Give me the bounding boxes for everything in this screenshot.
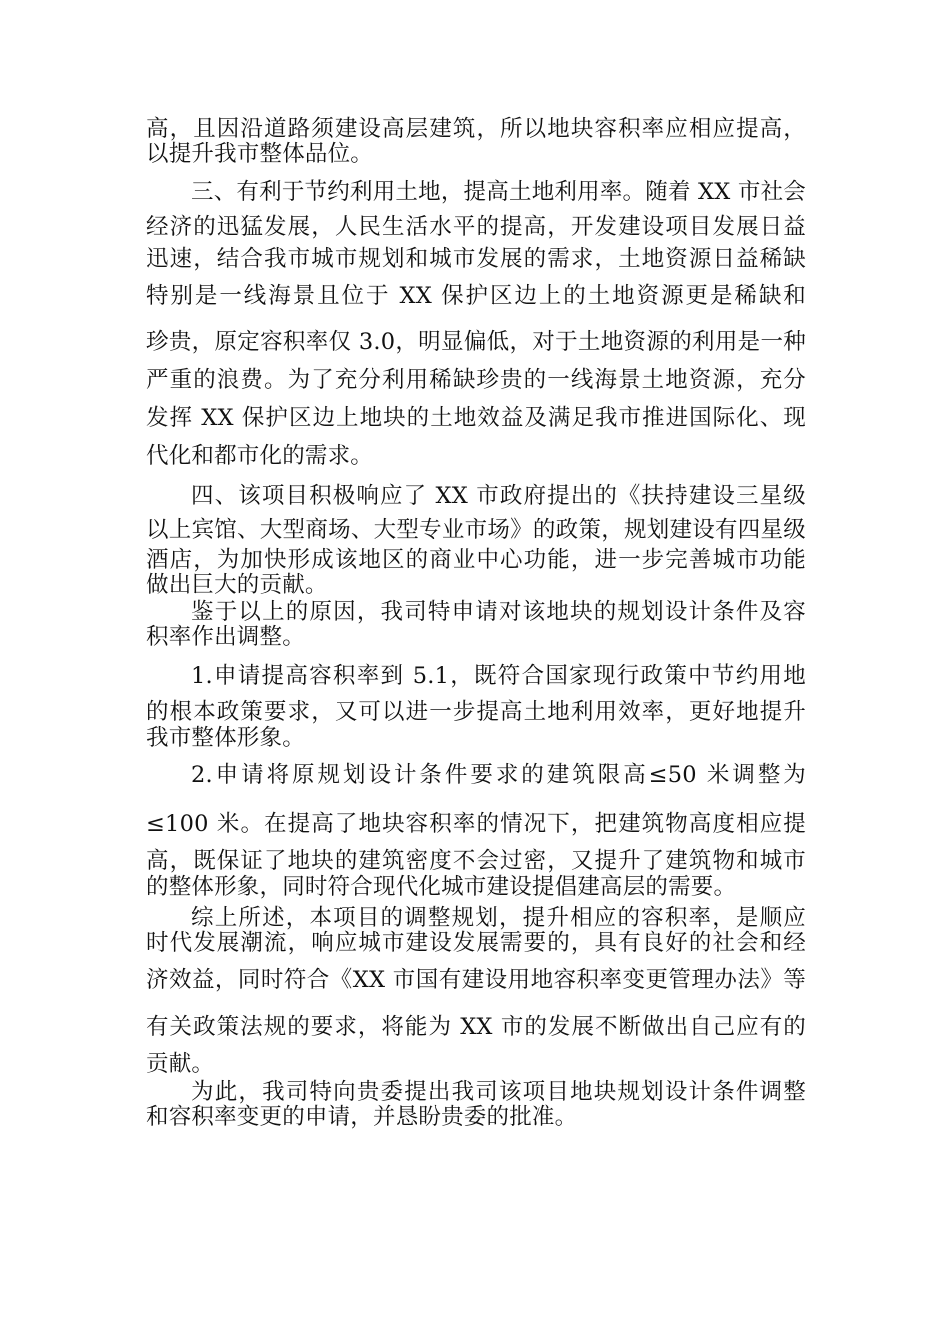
text-line: 有关政策法规的要求，将能为 XX 市的发展不断做出自己应有的	[146, 1014, 806, 1040]
text-line: 的整体形象，同时符合现代化城市建设提倡建高层的需要。	[146, 874, 737, 900]
text-line: 严重的浪费。为了充分利用稀缺珍贵的一线海景土地资源，充分	[146, 367, 806, 393]
text-line: 为此，我司特向贵委提出我司该项目地块规划设计条件调整	[191, 1079, 806, 1105]
text-line: 三、有利于节约利用土地，提高土地利用率。随着 XX 市社会	[191, 179, 806, 205]
text-line: 发挥 XX 保护区边上地块的土地效益及满足我市推进国际化、现	[146, 405, 806, 431]
text-line: 的根本政策要求，又可以进一步提高土地利用效率，更好地提升	[146, 699, 806, 725]
text-line: 2.申请将原规划设计条件要求的建筑限高≤50 米调整为	[191, 762, 806, 788]
text-line: 鉴于以上的原因，我司特申请对该地块的规划设计条件及容	[191, 599, 806, 625]
text-line: 我市整体形象。	[146, 725, 305, 751]
text-line: 四、该项目积极响应了 XX 市政府提出的《扶持建设三星级	[191, 483, 806, 509]
text-line: 珍贵，原定容积率仅 3.0，明显偏低，对于土地资源的利用是一种	[146, 329, 806, 355]
text-line: 迅速，结合我市城市规划和城市发展的需求，土地资源日益稀缺	[146, 246, 806, 272]
text-line: 代化和都市化的需求。	[146, 443, 374, 469]
text-line: 高，且因沿道路须建设高层建筑，所以地块容积率应相应提高，	[146, 116, 806, 142]
text-line: 以提升我市整体品位。	[146, 141, 374, 167]
text-line: 积率作出调整。	[146, 624, 305, 650]
text-line: 酒店，为加快形成该地区的商业中心功能，进一步完善城市功能	[146, 547, 806, 573]
text-line: 经济的迅猛发展，人民生活水平的提高，开发建设项目发展日益	[146, 214, 806, 240]
text-line: 时代发展潮流，响应城市建设发展需要的，具有良好的社会和经	[146, 930, 806, 956]
text-line: ≤100 米。在提高了地块容积率的情况下，把建筑物高度相应提	[146, 811, 806, 837]
text-line: 1.申请提高容积率到 5.1，既符合国家现行政策中节约用地	[191, 663, 806, 689]
text-line: 和容积率变更的申请，并恳盼贵委的批准。	[146, 1104, 578, 1130]
text-line: 高，既保证了地块的建筑密度不会过密，又提升了建筑物和城市	[146, 848, 806, 874]
text-line: 贡献。	[146, 1051, 215, 1077]
text-line: 综上所述，本项目的调整规划，提升相应的容积率，是顺应	[191, 905, 806, 931]
text-line: 特别是一线海景且位于 XX 保护区边上的土地资源更是稀缺和	[146, 283, 806, 309]
text-line: 以上宾馆、大型商场、大型专业市场》的政策，规划建设有四星级	[146, 517, 806, 543]
text-line: 做出巨大的贡献。	[146, 572, 328, 598]
text-line: 济效益，同时符合《XX 市国有建设用地容积率变更管理办法》等	[146, 967, 806, 993]
